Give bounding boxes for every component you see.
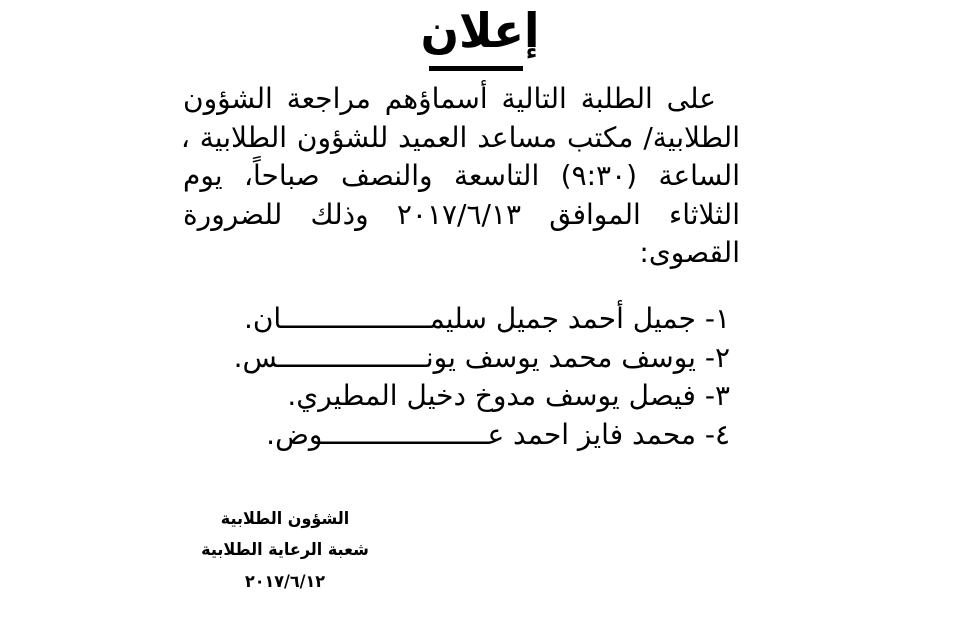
- body-line: على الطلبة التالية أسماؤهم مراجعة الشؤون: [183, 82, 716, 115]
- student-list-item: ٤- محمد فايز احمد عــــــــــــــــــــوض.: [266, 417, 730, 451]
- footer-division: شعبة الرعاية الطلابية: [201, 539, 369, 560]
- body-line: الثلاثاء الموافق ٢٠١٧/٦/١٣ وذلك للضرورة: [183, 197, 740, 231]
- student-list-item: ٣- فيصل يوسف مدوخ دخيل المطيري.: [287, 379, 730, 412]
- footer-date: ٢٠١٧/٦/١٢: [244, 571, 326, 591]
- signature-block: [190, 503, 380, 598]
- student-list-item: ١- جميل أحمد جميل سليمــــــــــــــــــان.: [243, 302, 730, 335]
- body-line: الطلابية/ مكتب مساعد العميد للشؤون الطلابية ،: [180, 120, 740, 154]
- body-line: الساعة (٩:٣٠) التاسعة والنصف صباحاً، يوم: [183, 159, 740, 192]
- student-list-item: ٢- يوسف محمد يوسف يونــــــــــــــــــس.: [233, 340, 730, 374]
- footer-department: الشؤون الطلابية: [220, 508, 350, 528]
- body-line: القصوى:: [639, 236, 740, 269]
- announcement-body: [180, 80, 740, 273]
- title-block: [0, 0, 960, 62]
- title-underline: [429, 66, 523, 71]
- student-list: [233, 300, 730, 454]
- announcement-title: إعلان: [420, 2, 540, 59]
